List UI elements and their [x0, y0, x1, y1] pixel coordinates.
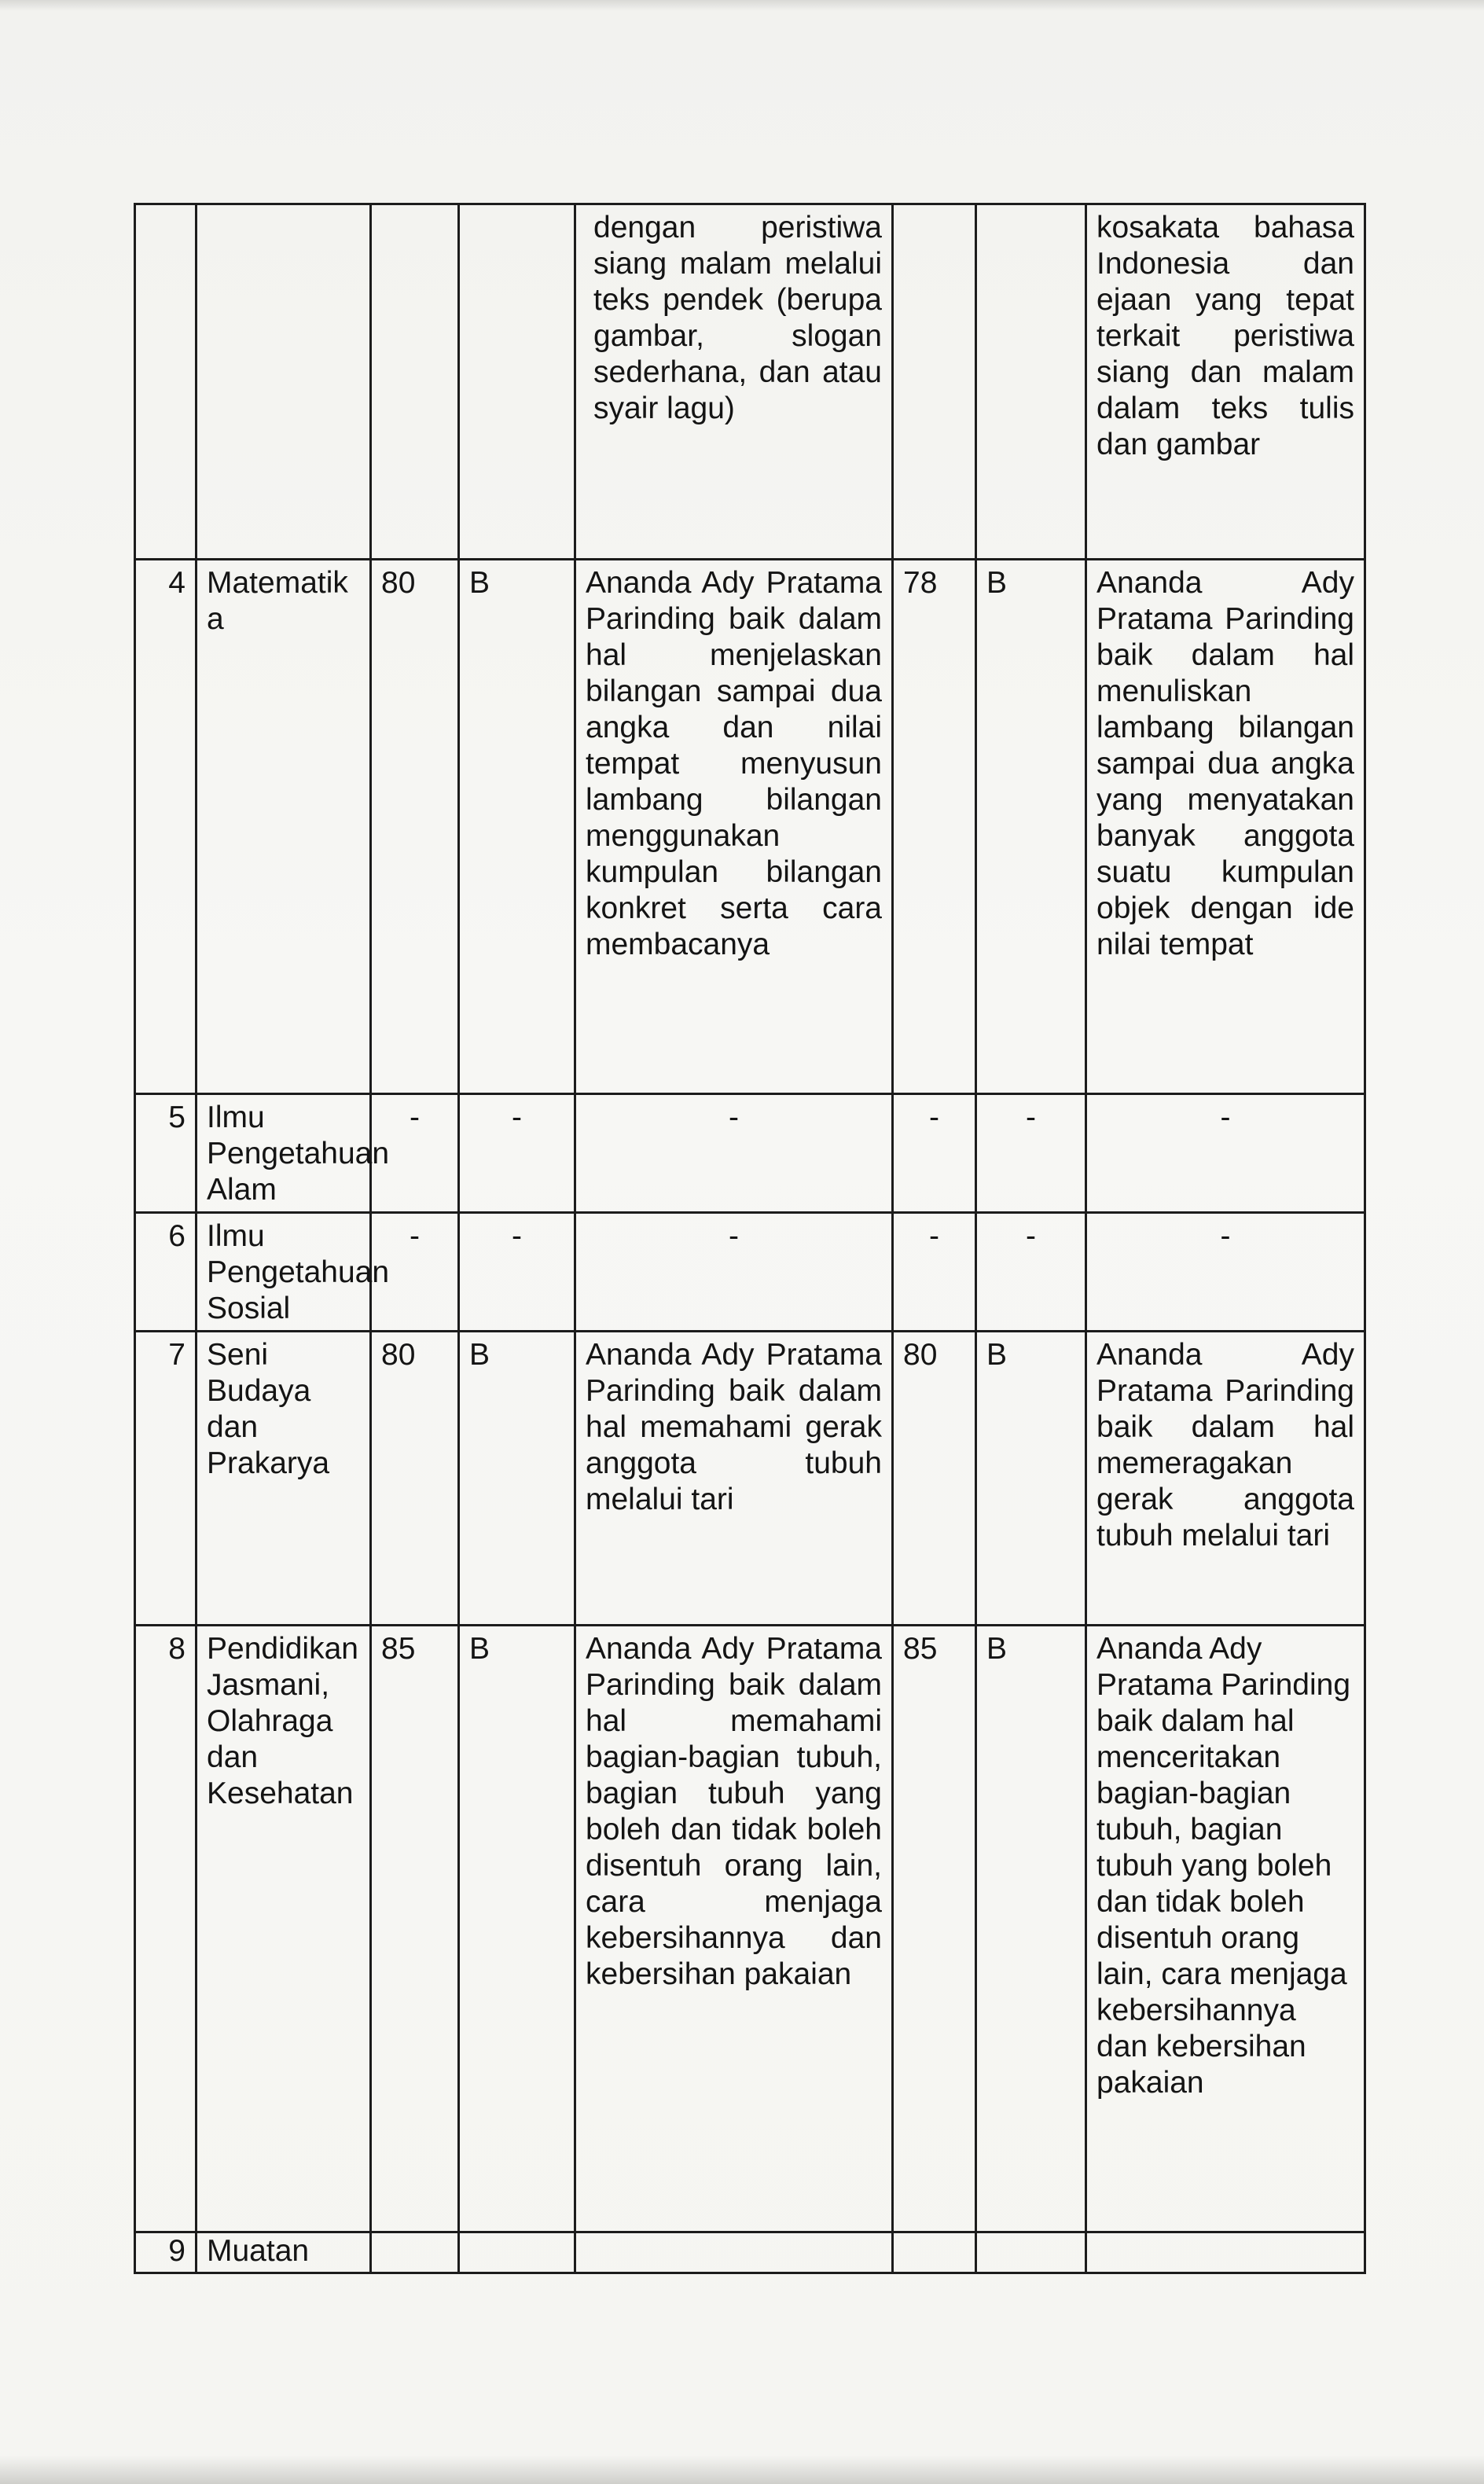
cell-subject: Seni Budaya dan Prakarya	[197, 1332, 371, 1626]
cell-knowledge-description: -	[575, 1213, 893, 1332]
cell-subject: Ilmu Pengetahuan Alam	[197, 1094, 371, 1213]
cell-knowledge-score: 80	[371, 1332, 459, 1626]
cell-knowledge-grade	[459, 204, 575, 560]
cell-skill-grade: -	[976, 1094, 1086, 1213]
cell-skill-description: -	[1086, 1213, 1365, 1332]
table-row-sbdp	[135, 1332, 1365, 1626]
cell-skill-score	[893, 2232, 976, 2273]
cell-knowledge-score: 80	[371, 560, 459, 1094]
page-top-shadow	[0, 0, 1484, 11]
cell-skill-grade: B	[976, 560, 1086, 1094]
table-row-ips	[135, 1213, 1365, 1332]
cell-knowledge-grade: B	[459, 1626, 575, 2232]
cell-subject: Matematika	[197, 560, 371, 1094]
cell-no: 6	[135, 1213, 197, 1332]
cell-knowledge-score	[371, 204, 459, 560]
cell-skill-score: -	[893, 1213, 976, 1332]
cell-knowledge-description: dengan peristiwa siang malam melalui teks pendek (berupa gambar, slogan sederhana, dan atau syair lagu)	[575, 204, 893, 560]
cell-knowledge-description: -	[575, 1094, 893, 1213]
cell-subject: Pendidikan Jasmani, Olahraga dan Kesehatan	[197, 1626, 371, 2232]
cell-knowledge-grade: B	[459, 1332, 575, 1626]
cell-skill-grade: B	[976, 1626, 1086, 2232]
cell-no	[135, 204, 197, 560]
table-row-matematika	[135, 560, 1365, 1094]
cell-knowledge-score: 85	[371, 1626, 459, 2232]
cell-skill-score: 85	[893, 1626, 976, 2232]
cell-no: 9	[135, 2232, 197, 2273]
cell-skill-score: -	[893, 1094, 976, 1213]
cell-no: 5	[135, 1094, 197, 1213]
table-row-ipa	[135, 1094, 1365, 1213]
table-row-muatan	[135, 2232, 1365, 2273]
cell-knowledge-grade: -	[459, 1094, 575, 1213]
table-row-continuation	[135, 204, 1365, 560]
cell-skill-description: Ananda Ady Pratama Parinding baik dalam hal menuliskan lambang bilangan sampai dua angka yang menyatakan banyak anggota suatu kumpulan objek dengan ide nilai tempat	[1086, 560, 1365, 1094]
cell-knowledge-description	[575, 2232, 893, 2273]
cell-knowledge-grade	[459, 2232, 575, 2273]
report-grades-table	[134, 203, 1366, 2274]
cell-knowledge-description: Ananda Ady Pratama Parinding baik dalam hal memahami bagian-bagian tubuh, bagian tubuh yang boleh dan tidak boleh disentuh orang lain, cara menjaga kebersihannya dan kebersihan pakaian	[575, 1626, 893, 2232]
cell-skill-score	[893, 204, 976, 560]
cell-skill-grade	[976, 204, 1086, 560]
cell-skill-description: Ananda Ady Pratama Parinding baik dalam hal memeragakan gerak anggota tubuh melalui tari	[1086, 1332, 1365, 1626]
cell-skill-description	[1086, 2232, 1365, 2273]
cell-skill-grade	[976, 2232, 1086, 2273]
cell-knowledge-description: Ananda Ady Pratama Parinding baik dalam hal menjelaskan bilangan sampai dua angka dan nilai tempat menyusun lambang bilangan menggunakan kumpulan bilangan konkret serta cara membacanya	[575, 560, 893, 1094]
cell-subject: Ilmu Pengetahuan Sosial	[197, 1213, 371, 1332]
cell-skill-score: 80	[893, 1332, 976, 1626]
cell-knowledge-score: -	[371, 1094, 459, 1213]
cell-knowledge-grade: -	[459, 1213, 575, 1332]
cell-subject: Muatan	[197, 2232, 371, 2273]
cell-skill-description: -	[1086, 1094, 1365, 1213]
cell-skill-description: Ananda Ady Pratama Parinding baik dalam hal menceritakan bagian-bagian tubuh, bagian tubuh yang boleh dan tidak boleh disentuh orang lain, cara menjaga kebersihannya dan kebersihan pakaian	[1086, 1626, 1365, 2232]
cell-knowledge-grade: B	[459, 560, 575, 1094]
cell-skill-score: 78	[893, 560, 976, 1094]
cell-subject	[197, 204, 371, 560]
cell-skill-grade: -	[976, 1213, 1086, 1332]
cell-no: 7	[135, 1332, 197, 1626]
cell-no: 4	[135, 560, 197, 1094]
cell-skill-description: kosakata bahasa Indonesia dan ejaan yang tepat terkait peristiwa siang dan malam dalam teks tulis dan gambar	[1086, 204, 1365, 560]
table-row-pjok	[135, 1626, 1365, 2232]
cell-knowledge-score: -	[371, 1213, 459, 1332]
cell-skill-grade: B	[976, 1332, 1086, 1626]
page-bottom-shadow	[0, 2456, 1484, 2484]
cell-no: 8	[135, 1626, 197, 2232]
cell-knowledge-score	[371, 2232, 459, 2273]
cell-knowledge-description: Ananda Ady Pratama Parinding baik dalam hal memahami gerak anggota tubuh melalui tari	[575, 1332, 893, 1626]
